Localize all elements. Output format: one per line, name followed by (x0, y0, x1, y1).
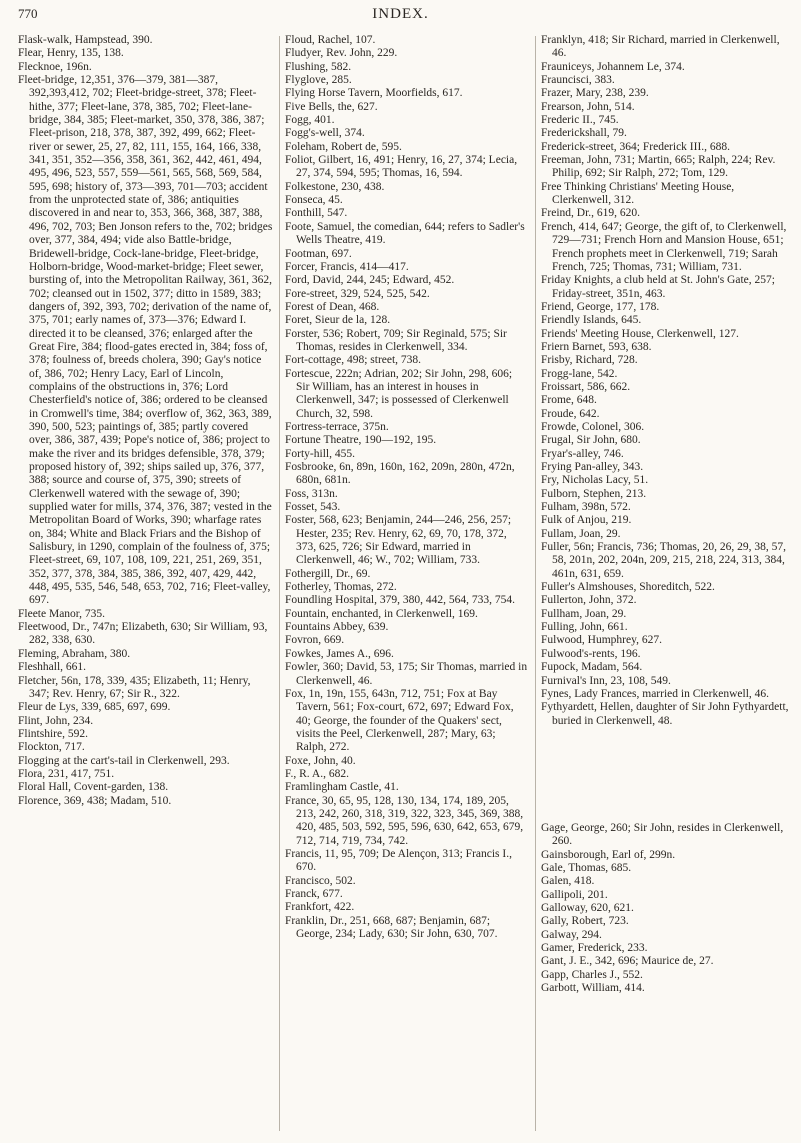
index-entry: Frogg-lane, 542. (541, 367, 618, 380)
index-entry: Fonseca, 45. (285, 194, 343, 207)
index-entry: Floud, Rachel, 107. (285, 34, 376, 46)
index-entry: Fryar's-alley, 746. (541, 447, 624, 460)
index-entry: Frederick-street, 364; Frederick III., 688. (541, 140, 731, 153)
index-entry: Fynes, Lady Frances, married in Clerkenwell, 46. (541, 687, 770, 700)
index-entry: F., R. A., 682. (285, 767, 349, 780)
index-entry: Free Thinking Christians' Meeting House, Clerkenwell, 312. (541, 180, 735, 207)
index-entry: Frazer, Mary, 238, 239. (541, 87, 649, 100)
index-entry: Flushing, 582. (285, 60, 352, 73)
index-entry: Footman, 697. (285, 247, 352, 260)
f-section (541, 34, 789, 728)
index-entry: Fotherley, Thomas, 272. (285, 581, 397, 594)
index-entry: Galway, 294. (541, 928, 602, 941)
index-entry: Galloway, 620, 621. (541, 901, 634, 914)
index-entry: Fountain, enchanted, in Clerkenwell, 169. (285, 607, 478, 620)
index-entry: Fulborn, Stephen, 213. (541, 487, 647, 500)
index-entry: Foote, Samuel, the comedian, 644; refers to Sadler's Wells Theatre, 419. (285, 220, 525, 247)
index-entry: Franklin, Dr., 251, 668, 687; Benjamin, 687; George, 234; Lady, 630; Sir John, 630, 707. (285, 914, 498, 941)
index-entry: Gamer, Frederick, 233. (541, 941, 648, 954)
index-entry: Foliot, Gilbert, 16, 491; Henry, 16, 27, 374; Lecia, 27, 374, 594, 595; Thomas, 16, 594. (285, 154, 518, 180)
index-entry: Fonthill, 547. (285, 207, 348, 220)
index-entry: Fortress-terrace, 375n. (285, 420, 389, 433)
index-entry: Fulham, 398n, 572. (541, 501, 631, 514)
index-entry: Fupock, Madam, 564. (541, 661, 643, 674)
index-entry: Fountains Abbey, 639. (285, 621, 389, 634)
index-entry: Gally, Robert, 723. (541, 915, 629, 928)
index-entry: Franklyn, 418; Sir Richard, married in Clerkenwell, 46. (541, 34, 780, 60)
index-entry: Gainsborough, Earl of, 299n. (541, 848, 676, 861)
index-entry: Fowler, 360; David, 53, 175; Sir Thomas, married in Clerkenwell, 46. (285, 661, 528, 687)
index-entry: Ford, David, 244, 245; Edward, 452. (285, 274, 455, 287)
index-entry: Fullerton, John, 372. (541, 594, 637, 607)
index-entry: Fludyer, Rev. John, 229. (285, 47, 398, 60)
index-entry: Fox, 1n, 19n, 155, 643n, 712, 751; Fox at Bay Tavern, 561; Fox-court, 672, 697; Edward Fox, 40; George, the founder of the Quakers' sect, visits the Peel, Clerkenwell, 287; Mary, 63; Ralph, 272. (285, 687, 514, 754)
index-entry: Frankfort, 422. (285, 901, 355, 914)
index-entry: Gage, George, 260; Sir John, resides in Clerkenwell, 260. (541, 821, 784, 848)
index-entry: Forster, 536; Robert, 709; Sir Reginald, 575; Sir Thomas, resides in Clerkenwell, 334. (285, 327, 507, 353)
index-entry: Friends' Meeting House, Clerkenwell, 127. (541, 327, 739, 340)
index-entry: Flecknoe, 196n. (18, 60, 92, 73)
index-entry: Fulling, John, 661. (541, 621, 628, 634)
index-entry: Gale, Thomas, 685. (541, 861, 632, 874)
index-entry: Frauniceys, Johannem Le, 374. (541, 60, 685, 73)
index-column-3 (541, 34, 789, 1134)
index-entry: Fortescue, 222n; Adrian, 202; Sir John, 298, 606; Sir William, has an interest in houses in Clerkenwell, 347; is possessed of Clerkenwell Church, 32, 598. (285, 367, 513, 420)
section-gap (541, 728, 789, 822)
index-entry: Frederickshall, 79. (541, 127, 627, 140)
index-entry: Furnival's Inn, 23, 108, 549. (541, 674, 671, 687)
index-entry: Fogg's-well, 374. (285, 127, 365, 140)
index-entry: Fullham, Joan, 29. (541, 607, 627, 620)
index-entry: Foret, Sieur de la, 128. (285, 314, 391, 327)
index-entry: Flear, Henry, 135, 138. (18, 47, 124, 60)
index-entry: Foleham, Robert de, 595. (285, 140, 402, 153)
index-entry: Flintshire, 592. (18, 727, 88, 740)
index-entry: Fulk of Anjou, 219. (541, 514, 632, 527)
index-entry: Garbott, William, 414. (541, 982, 645, 994)
index-entry: Fulwood, Humphrey, 627. (541, 634, 662, 647)
index-entry: France, 30, 65, 95, 128, 130, 134, 174, 189, 205, 213, 242, 260, 318, 319, 322, 323, 345, 369, 388, 420, 485, 503, 592, 595, 596, 630, 642, 653, 679, 712, 714, 719, 734, 742. (285, 794, 524, 847)
index-entry: Flora, 231, 417, 751. (18, 767, 115, 780)
index-entry: Foss, 313n. (285, 487, 338, 500)
index-entry: Freeman, John, 731; Martin, 665; Ralph, 224; Rev. Philip, 692; Sir Ralph, 272; Tom, 129. (541, 154, 776, 180)
index-entry: Frome, 648. (541, 394, 597, 407)
index-entry: Freind, Dr., 619, 620. (541, 207, 641, 220)
index-entry: Fullam, Joan, 29. (541, 527, 621, 540)
column-rule (535, 36, 536, 1131)
index-entry: Friday Knights, a club held at St. John's Gate, 257; Friday-street, 351n, 463. (541, 274, 775, 300)
index-entry: Framlingham Castle, 41. (285, 781, 399, 794)
index-entry: Five Bells, the, 627. (285, 100, 378, 113)
index-entry: Fulwood's-rents, 196. (541, 647, 641, 660)
index-entry: Fogg, 401. (285, 114, 335, 127)
index-entry: Flint, John, 234. (18, 714, 94, 727)
index-entry: Fuller's Almshouses, Shoreditch, 522. (541, 581, 715, 594)
index-entry: Francis, 11, 95, 709; De Alençon, 313; Francis I., 670. (285, 847, 512, 874)
index-entry: Frederic II., 745. (541, 114, 619, 127)
index-entry: Galen, 418. (541, 875, 595, 888)
column-rule (279, 36, 280, 1131)
index-entry: Gant, J. E., 342, 696; Maurice de, 27. (541, 955, 714, 968)
index-entry: Florence, 369, 438; Madam, 510. (18, 794, 172, 807)
index-entry: Francisco, 502. (285, 874, 356, 887)
index-entry: Fore-street, 329, 524, 525, 542. (285, 287, 430, 300)
index-entry: Fleet-bridge, 12,351, 376—379, 381—387, 392,393,412, 702; Fleet-bridge-street, 378; Fleet-hithe, 377; Fleet-lane, 378, 385, 702; Fleet-lane-bridge, 384, 385; Fleet-market, 350, 378, 386, 387; Fleet-prison, 218, 378, 387, 392, 499, 662; Fleet-river or sewer, 25, 27, 82, 111, 155, 164, 166, 338, 341, 351, 352—356, 358, 361, 362, 442, 461, 494, 495, 496, 523, 557, 559—561, 565, 568, 569, 584, 595, 698; history of, 373—393, 701—703; accident from the unprotected state of, 386; antiquities discovered in and near to, 353, 366, 368, 387, 388, 496, 702, 703; Ben Jonson refers to the, 702; bridges over, 377, 384, 494; vide also Battle-bridge, Bridewell-bridge, Cock-lane-bridge, Fleet-bridge, Holborn-bridge, Wood-market-bridge; Fleet sewer, bursting of, into the Metropolitan Railway, 361, 362, 702; cleansed out in 1502, 377; ditto in 1589, 383; dangers of, 392, 393, 702; derivation of the name of, 375, 701; early names of, 373—376; Edward I. directed it to be cleansed, 376; enlarged after the Great Fire, 384; flood-gates erected in, 384; foss of, 378; foulness of, breeds cholera, 390; Gay's notice of, 386, 702; Henry Lacy, Earl of Lincoln, complains of the obstructions in, 376; Lord Chesterfield's notice of, 386; ordered to be cleansed in Cromwell's time, 384; overflow of, 362, 363, 389, 390, 500, 523; paintings of, 385; partly covered over, 386, 387, 439; Pope's notice of, 386; project to make the river and its bridges defensible, 378, 379; proposed history of, 392; ships sailed up, 376, 377, 388; source and course of, 375, 390; streets of Clerkenwell watered with the sewage of, 390; supplied water for mills, 374, 376, 387; vested in the Metropolitan Board of Works, 390; wharfage rates on, 384; White and Black Friars and the Bishop of Salisbury, in 1290, complain of the foulness of, 375; Fleet-street, 69, 107, 108, 109, 221, 251, 269, 351, 352, 377, 378, 384, 385, 386, 392, 407, 429, 442, 448, 495, 535, 546, 548, 653, 702, 716; Fleet-valley, 697. (18, 74, 273, 607)
index-entry: Fry, Nicholas Lacy, 51. (541, 474, 649, 487)
index-entry: Foundling Hospital, 379, 380, 442, 564, 733, 754. (285, 594, 516, 607)
index-entry: Froude, 642. (541, 407, 600, 420)
index-entry: Frearson, John, 514. (541, 100, 635, 113)
page-number: 770 (18, 6, 38, 21)
index-entry: Forcer, Francis, 414—417. (285, 260, 409, 273)
index-entry: Friend, George, 177, 178. (541, 300, 660, 313)
index-entry: Gapp, Charles J., 552. (541, 968, 643, 981)
index-entry: Fortune Theatre, 190—192, 195. (285, 434, 437, 447)
index-entry: Franck, 677. (285, 888, 343, 900)
index-entry: Fuller, 56n; Francis, 736; Thomas, 20, 26, 29, 38, 57, 58, 201n, 202, 204n, 209, 215, 218, 224, 313, 384, 461n, 631, 659. (541, 541, 786, 580)
index-entry: Frisby, Richard, 728. (541, 354, 638, 367)
index-entry: Gallipoli, 201. (541, 888, 608, 901)
index-columns (18, 34, 788, 1134)
index-entry: Fleete Manor, 735. (18, 607, 106, 620)
page-header: INDEX. (372, 6, 429, 22)
index-entry: Fosbrooke, 6n, 89n, 160n, 162, 209n, 280n, 472n, 680n, 681n. (285, 461, 515, 487)
index-entry: Flying Horse Tavern, Moorfields, 617. (285, 87, 463, 100)
index-entry: Friern Barnet, 593, 638. (541, 340, 652, 353)
index-entry: Foxe, John, 40. (285, 754, 356, 767)
index-entry: Frowde, Colonel, 306. (541, 420, 645, 433)
index-entry: Flockton, 717. (18, 741, 85, 754)
index-entry: Floral Hall, Covent-garden, 138. (18, 781, 169, 794)
index-column-1 (18, 34, 273, 1134)
index-entry: Fleshhall, 661. (18, 661, 87, 674)
index-entry: Folkestone, 230, 438. (285, 180, 385, 193)
index-entry: Flask-walk, Hampstead, 390. (18, 34, 153, 46)
index-entry: Frying Pan-alley, 343. (541, 461, 644, 473)
index-entry: Foster, 568, 623; Benjamin, 244—246, 256, 257; Hester, 235; Rev. Henry, 62, 69, 70, 178, 372, 373, 625, 726; Sir Edward, married in Clerkenwell, 46; W., 702; William, 733. (285, 514, 512, 567)
index-entry: Fosset, 543. (285, 501, 341, 514)
index-entry: French, 414, 647; George, the gift of, to Clerkenwell, 729—731; French Horn and Mansion House, 651; French prophets meet in Clerkenwell, 719; Sarah French, 725; Thomas, 731; William, 731. (541, 220, 787, 273)
index-entry: Flogging at the cart's-tail in Clerkenwell, 293. (18, 754, 230, 767)
index-entry: Friendly Islands, 645. (541, 314, 642, 327)
index-entry: Fovron, 669. (285, 634, 345, 647)
index-entry: Fleetwood, Dr., 747n; Elizabeth, 630; Sir William, 93, 282, 338, 630. (18, 621, 268, 647)
index-entry: Forest of Dean, 468. (285, 300, 380, 313)
index-entry: Fleur de Lys, 339, 685, 697, 699. (18, 701, 171, 714)
index-entry: Fothergill, Dr., 69. (285, 567, 371, 580)
index-entry: Fleming, Abraham, 380. (18, 647, 131, 660)
index-entry: Frugal, Sir John, 680. (541, 434, 641, 447)
index-entry: Fletcher, 56n, 178, 339, 435; Elizabeth, 11; Henry, 347; Rev. Henry, 67; Sir R., 322. (18, 674, 251, 700)
index-entry: Fort-cottage, 498; street, 738. (285, 354, 422, 367)
g-section (541, 822, 789, 995)
index-entry: Froissart, 586, 662. (541, 380, 631, 393)
index-entry: Fythyardett, Hellen, daughter of Sir John Fythyardett, buried in Clerkenwell, 48. (541, 701, 789, 727)
index-entry: Fowkes, James A., 696. (285, 647, 394, 660)
index-entry: Flyglove, 285. (285, 74, 352, 87)
index-column-2 (285, 34, 528, 1134)
index-entry: Forty-hill, 455. (285, 447, 355, 460)
index-entry: Frauncisci, 383. (541, 74, 615, 87)
